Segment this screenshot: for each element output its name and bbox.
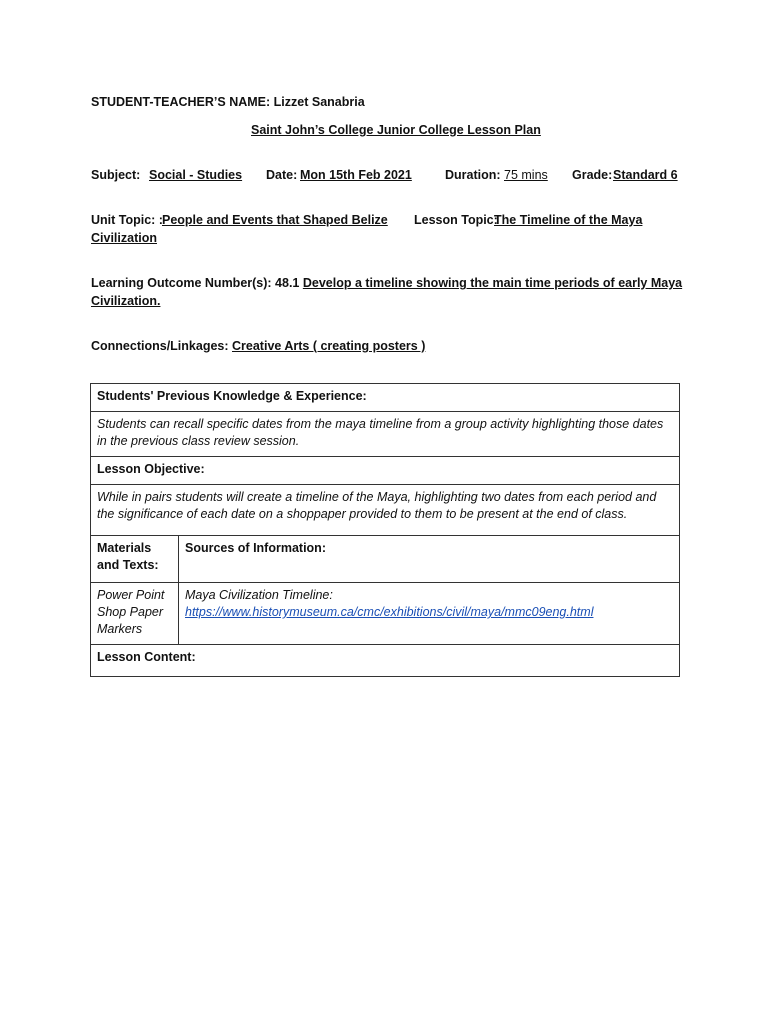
lesson-content-header: Lesson Content: [91,645,680,677]
lesson-plan-title: Saint John’s College Junior College Lesson Plan [251,123,541,137]
duration-value: 75 mins [504,168,548,182]
prev-knowledge-text: Students can recall specific dates from the maya timeline from a group activity highlighting those dates in the previous class review session. [91,412,680,457]
lesson-objective-header: Lesson Objective: [91,457,680,485]
name-value: Lizzet Sanabria [273,95,365,109]
materials-header: Materials and Texts: [91,536,179,583]
prev-knowledge-header: Students' Previous Knowledge & Experience: [91,384,680,412]
student-teacher-name [91,95,365,109]
date-label: Date: [266,168,298,182]
subject-value: Social - Studies [149,168,243,182]
lesson-topic-value-continued: Civilization [91,231,157,245]
learning-outcome-value-continued: Civilization. [91,294,161,308]
lesson-plan-table [90,383,680,677]
learning-outcome-label: Learning Outcome Number(s): 48.1 [91,276,300,290]
source-title: Maya Civilization Timeline: [185,588,333,602]
list-item: Shop Paper [97,605,164,619]
topics-row [91,213,691,229]
table-row [91,645,680,677]
sources-list [179,583,680,645]
list-item: Power Point [97,588,165,602]
subject-label: Subject: [91,168,141,182]
sources-header: Sources of Information: [179,536,680,583]
lesson-topic-label: Lesson Topic: [414,213,498,227]
duration-label: Duration: [445,168,501,182]
table-row [91,384,680,412]
learning-outcome [91,276,682,290]
grade-value: Standard 6 [613,168,678,182]
materials-list [91,583,179,645]
learning-outcome-value: Develop a timeline showing the main time periods of early Maya [302,276,683,290]
grade-label: Grade: [572,168,613,182]
unit-topic-label: Unit Topic: : [91,213,163,227]
connections-linkages [91,339,425,353]
unit-topic-value: People and Events that Shaped Belize [162,213,388,227]
connections-label: Connections/Linkages: [91,339,229,353]
lesson-details-row [91,168,691,184]
date-value: Mon 15th Feb 2021 [300,168,412,182]
name-label: STUDENT-TEACHER’S NAME: [91,95,271,109]
lesson-topic-value: The Timeline of the Maya [494,213,643,227]
table-row [91,457,680,485]
connections-value: Creative Arts ( creating posters ) [232,339,426,353]
table-row [91,536,680,583]
table-row [91,485,680,536]
lesson-objective-text: While in pairs students will create a timeline of the Maya, highlighting two dates from each period and the significance of each date on a shoppaper provided to them to be present at the end of class. [91,485,680,536]
list-item: Markers [97,622,143,636]
table-row [91,583,680,645]
source-link[interactable]: https://www.historymuseum.ca/cmc/exhibitions/civil/maya/mmc09eng.html [185,605,594,619]
table-row [91,412,680,457]
